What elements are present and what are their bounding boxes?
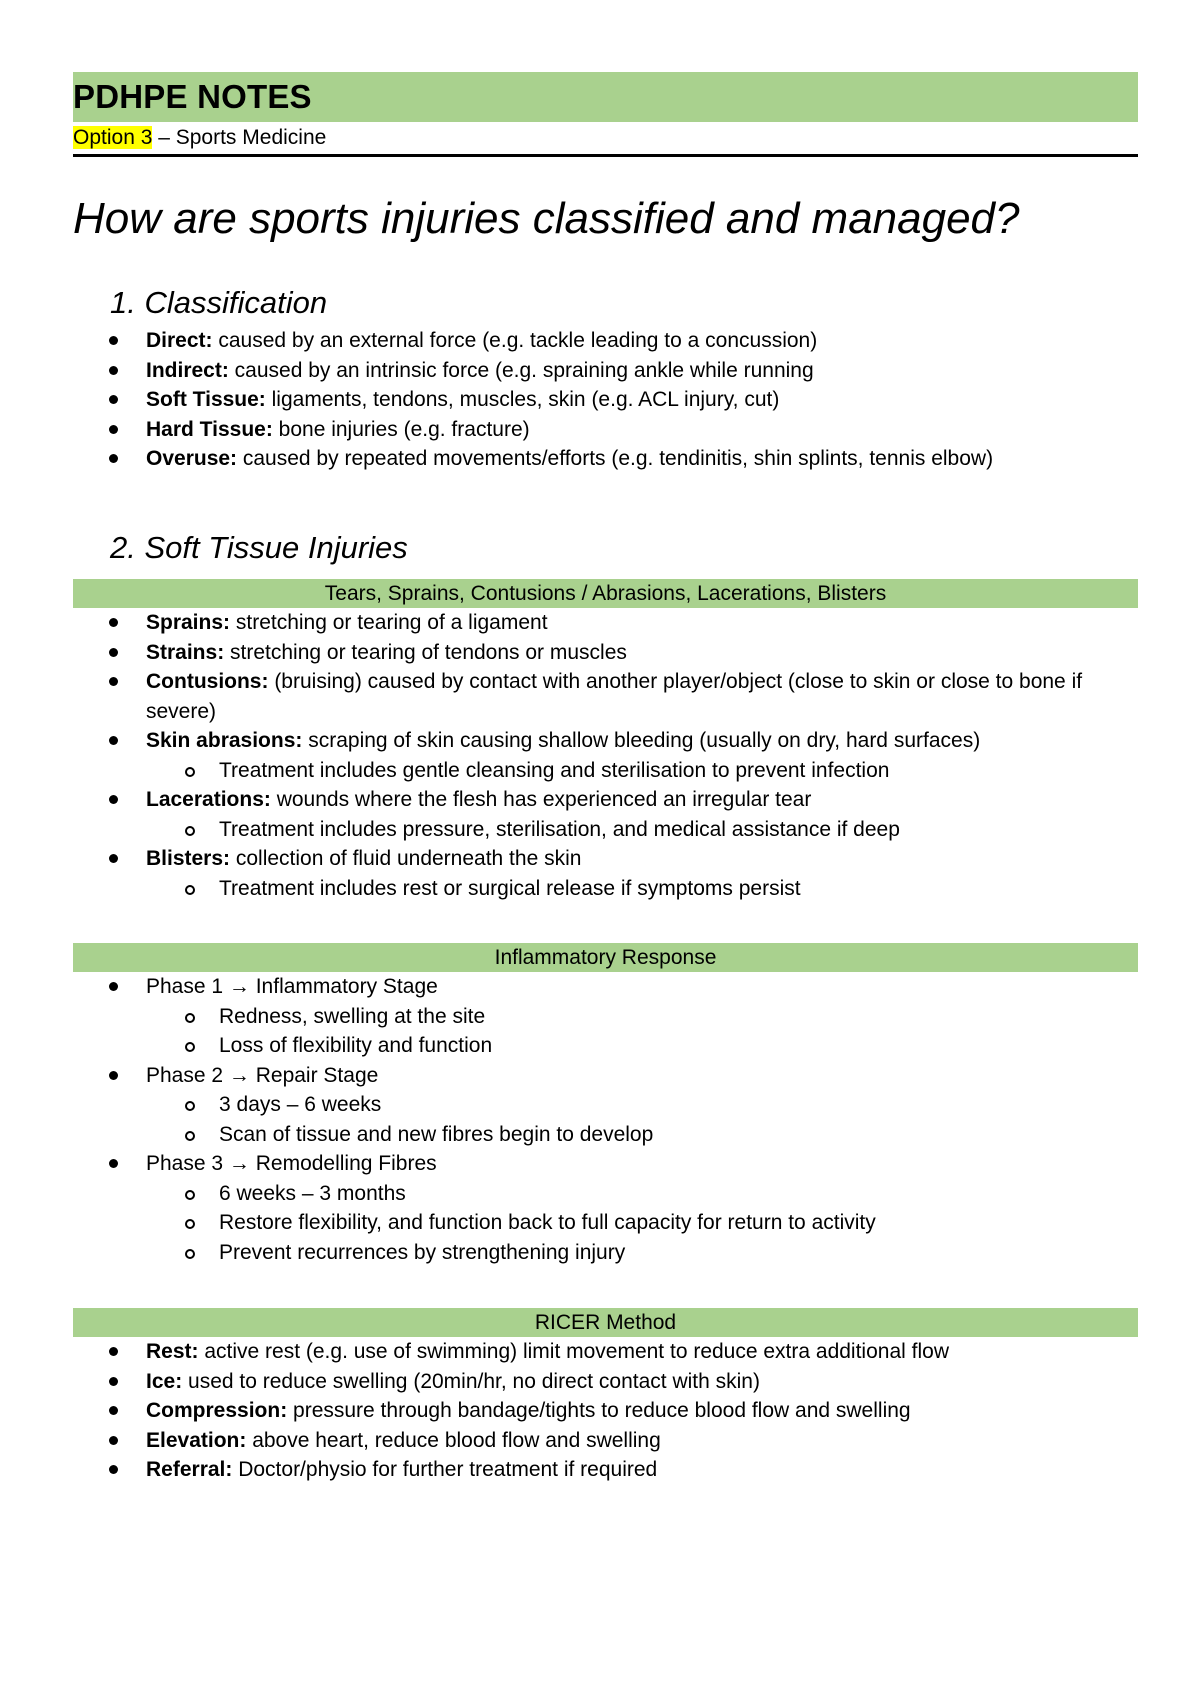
soft-tissue-list bbox=[73, 608, 1138, 903]
item-text: Treatment includes pressure, sterilisation, and medical assistance if deep bbox=[219, 817, 900, 841]
item-text: stretching or tearing of a ligament bbox=[230, 611, 548, 634]
item-text: 6 weeks – 3 months bbox=[219, 1181, 406, 1205]
item-text: bone injuries (e.g. fracture) bbox=[272, 417, 530, 441]
list-item bbox=[73, 1061, 1138, 1091]
list-subitem bbox=[73, 1238, 1138, 1268]
list-item bbox=[73, 608, 1138, 638]
bullet-icon bbox=[109, 1377, 118, 1386]
option-topic: – Sports Medicine bbox=[152, 126, 327, 149]
item-text: Prevent recurrences by strengthening injury bbox=[219, 1240, 626, 1264]
item-term: Indirect: bbox=[146, 358, 229, 382]
item-text: caused by an intrinsic force (e.g. spraining ankle while running bbox=[228, 358, 814, 382]
list-subitem bbox=[73, 815, 1138, 845]
hollow-bullet-icon bbox=[185, 826, 195, 836]
item-term: Compression: bbox=[146, 1399, 288, 1422]
item-text: Redness, swelling at the site bbox=[219, 1004, 486, 1028]
list-item bbox=[73, 638, 1138, 668]
item-term: Lacerations: bbox=[146, 788, 271, 811]
hollow-bullet-icon bbox=[185, 767, 195, 777]
bullet-icon bbox=[109, 736, 118, 745]
list-subitem bbox=[73, 1120, 1138, 1150]
bullet-icon bbox=[109, 1406, 118, 1415]
item-term: Referral: bbox=[146, 1458, 233, 1481]
bullet-icon bbox=[109, 982, 118, 991]
item-text: scraping of skin causing shallow bleeding (usually on dry, hard surfaces) bbox=[302, 729, 981, 752]
list-item bbox=[73, 415, 1138, 445]
hollow-bullet-icon bbox=[185, 1101, 195, 1111]
list-subitem bbox=[73, 1090, 1138, 1120]
section-heading-soft-tissue: 2. Soft Tissue Injuries bbox=[110, 530, 408, 565]
option-label: Option 3 bbox=[73, 126, 153, 149]
hollow-bullet-icon bbox=[185, 885, 195, 895]
bullet-icon bbox=[109, 1159, 118, 1168]
ricer-list bbox=[73, 1337, 1138, 1485]
bullet-icon bbox=[109, 366, 118, 375]
hollow-bullet-icon bbox=[185, 1249, 195, 1259]
hollow-bullet-icon bbox=[185, 1013, 195, 1023]
list-subitem bbox=[73, 874, 1138, 904]
bullet-icon bbox=[109, 854, 118, 863]
item-text: Treatment includes gentle cleansing and sterilisation to prevent infection bbox=[219, 758, 890, 782]
list-item bbox=[73, 726, 1138, 756]
item-term: Blisters: bbox=[146, 847, 231, 870]
bullet-icon bbox=[109, 1436, 118, 1445]
item-term: Sprains: bbox=[146, 611, 231, 634]
list-item bbox=[73, 1396, 1138, 1426]
item-text: pressure through bandage/tights to reduce blood flow and swelling bbox=[287, 1399, 911, 1422]
section-heading-classification: 1. Classification bbox=[110, 285, 328, 320]
bullet-icon bbox=[109, 618, 118, 627]
band-ricer: RICER Method bbox=[73, 1308, 1138, 1337]
list-item bbox=[73, 972, 1138, 1002]
bullet-icon bbox=[109, 425, 118, 434]
item-text: caused by an external force (e.g. tackle leading to a concussion) bbox=[212, 329, 818, 352]
list-item bbox=[73, 1426, 1138, 1456]
item-term: Rest: bbox=[146, 1340, 199, 1363]
item-text: collection of fluid underneath the skin bbox=[230, 847, 582, 870]
item-text: Treatment includes rest or surgical release if symptoms persist bbox=[219, 876, 801, 900]
item-term: Skin abrasions: bbox=[146, 729, 303, 752]
bullet-icon bbox=[109, 1465, 118, 1474]
item-term: Elevation: bbox=[146, 1428, 247, 1452]
item-text: Scan of tissue and new fibres begin to develop bbox=[219, 1122, 654, 1146]
item-term: Direct: bbox=[146, 329, 213, 352]
item-text: 3 days – 6 weeks bbox=[219, 1093, 382, 1116]
list-subitem bbox=[73, 756, 1138, 786]
hollow-bullet-icon bbox=[185, 1219, 195, 1229]
inflammatory-list bbox=[73, 972, 1138, 1267]
item-text: Phase 2 → Repair Stage bbox=[146, 1063, 379, 1087]
list-item bbox=[73, 326, 1138, 356]
item-text: Phase 1 → Inflammatory Stage bbox=[146, 975, 438, 998]
bullet-icon bbox=[109, 1071, 118, 1080]
classification-list bbox=[73, 326, 1138, 474]
item-term: Soft Tissue: bbox=[146, 388, 266, 411]
list-subitem bbox=[73, 1002, 1138, 1032]
bullet-icon bbox=[109, 795, 118, 804]
item-text: caused by repeated movements/efforts (e.g. tendinitis, shin splints, tennis elbow) bbox=[237, 447, 994, 470]
list-item bbox=[73, 667, 1138, 726]
item-text: above heart, reduce blood flow and swelling bbox=[246, 1428, 661, 1452]
item-text: used to reduce swelling (20min/hr, no direct contact with skin) bbox=[182, 1369, 760, 1393]
list-item bbox=[73, 1367, 1138, 1397]
list-item bbox=[73, 1149, 1138, 1179]
bullet-icon bbox=[109, 677, 118, 686]
item-text: (bruising) caused by contact with another player/object (close to skin or close to bone if severe) bbox=[146, 670, 1083, 723]
list-subitem bbox=[73, 1031, 1138, 1061]
main-question: How are sports injuries classified and managed? bbox=[73, 194, 1020, 243]
list-subitem bbox=[73, 1179, 1138, 1209]
list-item bbox=[73, 1455, 1138, 1485]
item-text: Doctor/physio for further treatment if required bbox=[232, 1458, 658, 1481]
hollow-bullet-icon bbox=[185, 1042, 195, 1052]
hollow-bullet-icon bbox=[185, 1190, 195, 1200]
document-page bbox=[73, 72, 1138, 1481]
list-item bbox=[73, 356, 1138, 386]
page-title: PDHPE NOTES bbox=[73, 78, 312, 115]
bullet-icon bbox=[109, 336, 118, 345]
item-text: stretching or tearing of tendons or muscles bbox=[224, 640, 627, 664]
list-item bbox=[73, 1337, 1138, 1367]
item-term: Overuse: bbox=[146, 447, 238, 470]
list-item bbox=[73, 844, 1138, 874]
item-text: wounds where the flesh has experienced an irregular tear bbox=[270, 788, 812, 811]
band-soft-tissue: Tears, Sprains, Contusions / Abrasions, Lacerations, Blisters bbox=[73, 579, 1138, 608]
list-item bbox=[73, 444, 1138, 474]
item-text: Restore flexibility, and function back to full capacity for return to activity bbox=[219, 1211, 876, 1234]
bullet-icon bbox=[109, 648, 118, 657]
list-subitem bbox=[73, 1208, 1138, 1238]
bullet-icon bbox=[109, 395, 118, 404]
bullet-icon bbox=[109, 1347, 118, 1356]
item-text: Loss of flexibility and function bbox=[219, 1034, 493, 1057]
item-term: Contusions: bbox=[146, 670, 269, 693]
item-term: Strains: bbox=[146, 640, 225, 664]
list-item bbox=[73, 385, 1138, 415]
item-term: Ice: bbox=[146, 1369, 183, 1393]
list-item bbox=[73, 785, 1138, 815]
subtitle-row bbox=[73, 122, 1138, 157]
item-term: Hard Tissue: bbox=[146, 417, 273, 441]
item-text: active rest (e.g. use of swimming) limit movement to reduce extra additional flow bbox=[198, 1340, 949, 1363]
bullet-icon bbox=[109, 454, 118, 463]
hollow-bullet-icon bbox=[185, 1131, 195, 1141]
band-inflammatory: Inflammatory Response bbox=[73, 943, 1138, 972]
title-banner bbox=[73, 72, 1138, 122]
item-text: ligaments, tendons, muscles, skin (e.g. ACL injury, cut) bbox=[265, 388, 780, 411]
item-text: Phase 3 → Remodelling Fibres bbox=[146, 1152, 437, 1175]
